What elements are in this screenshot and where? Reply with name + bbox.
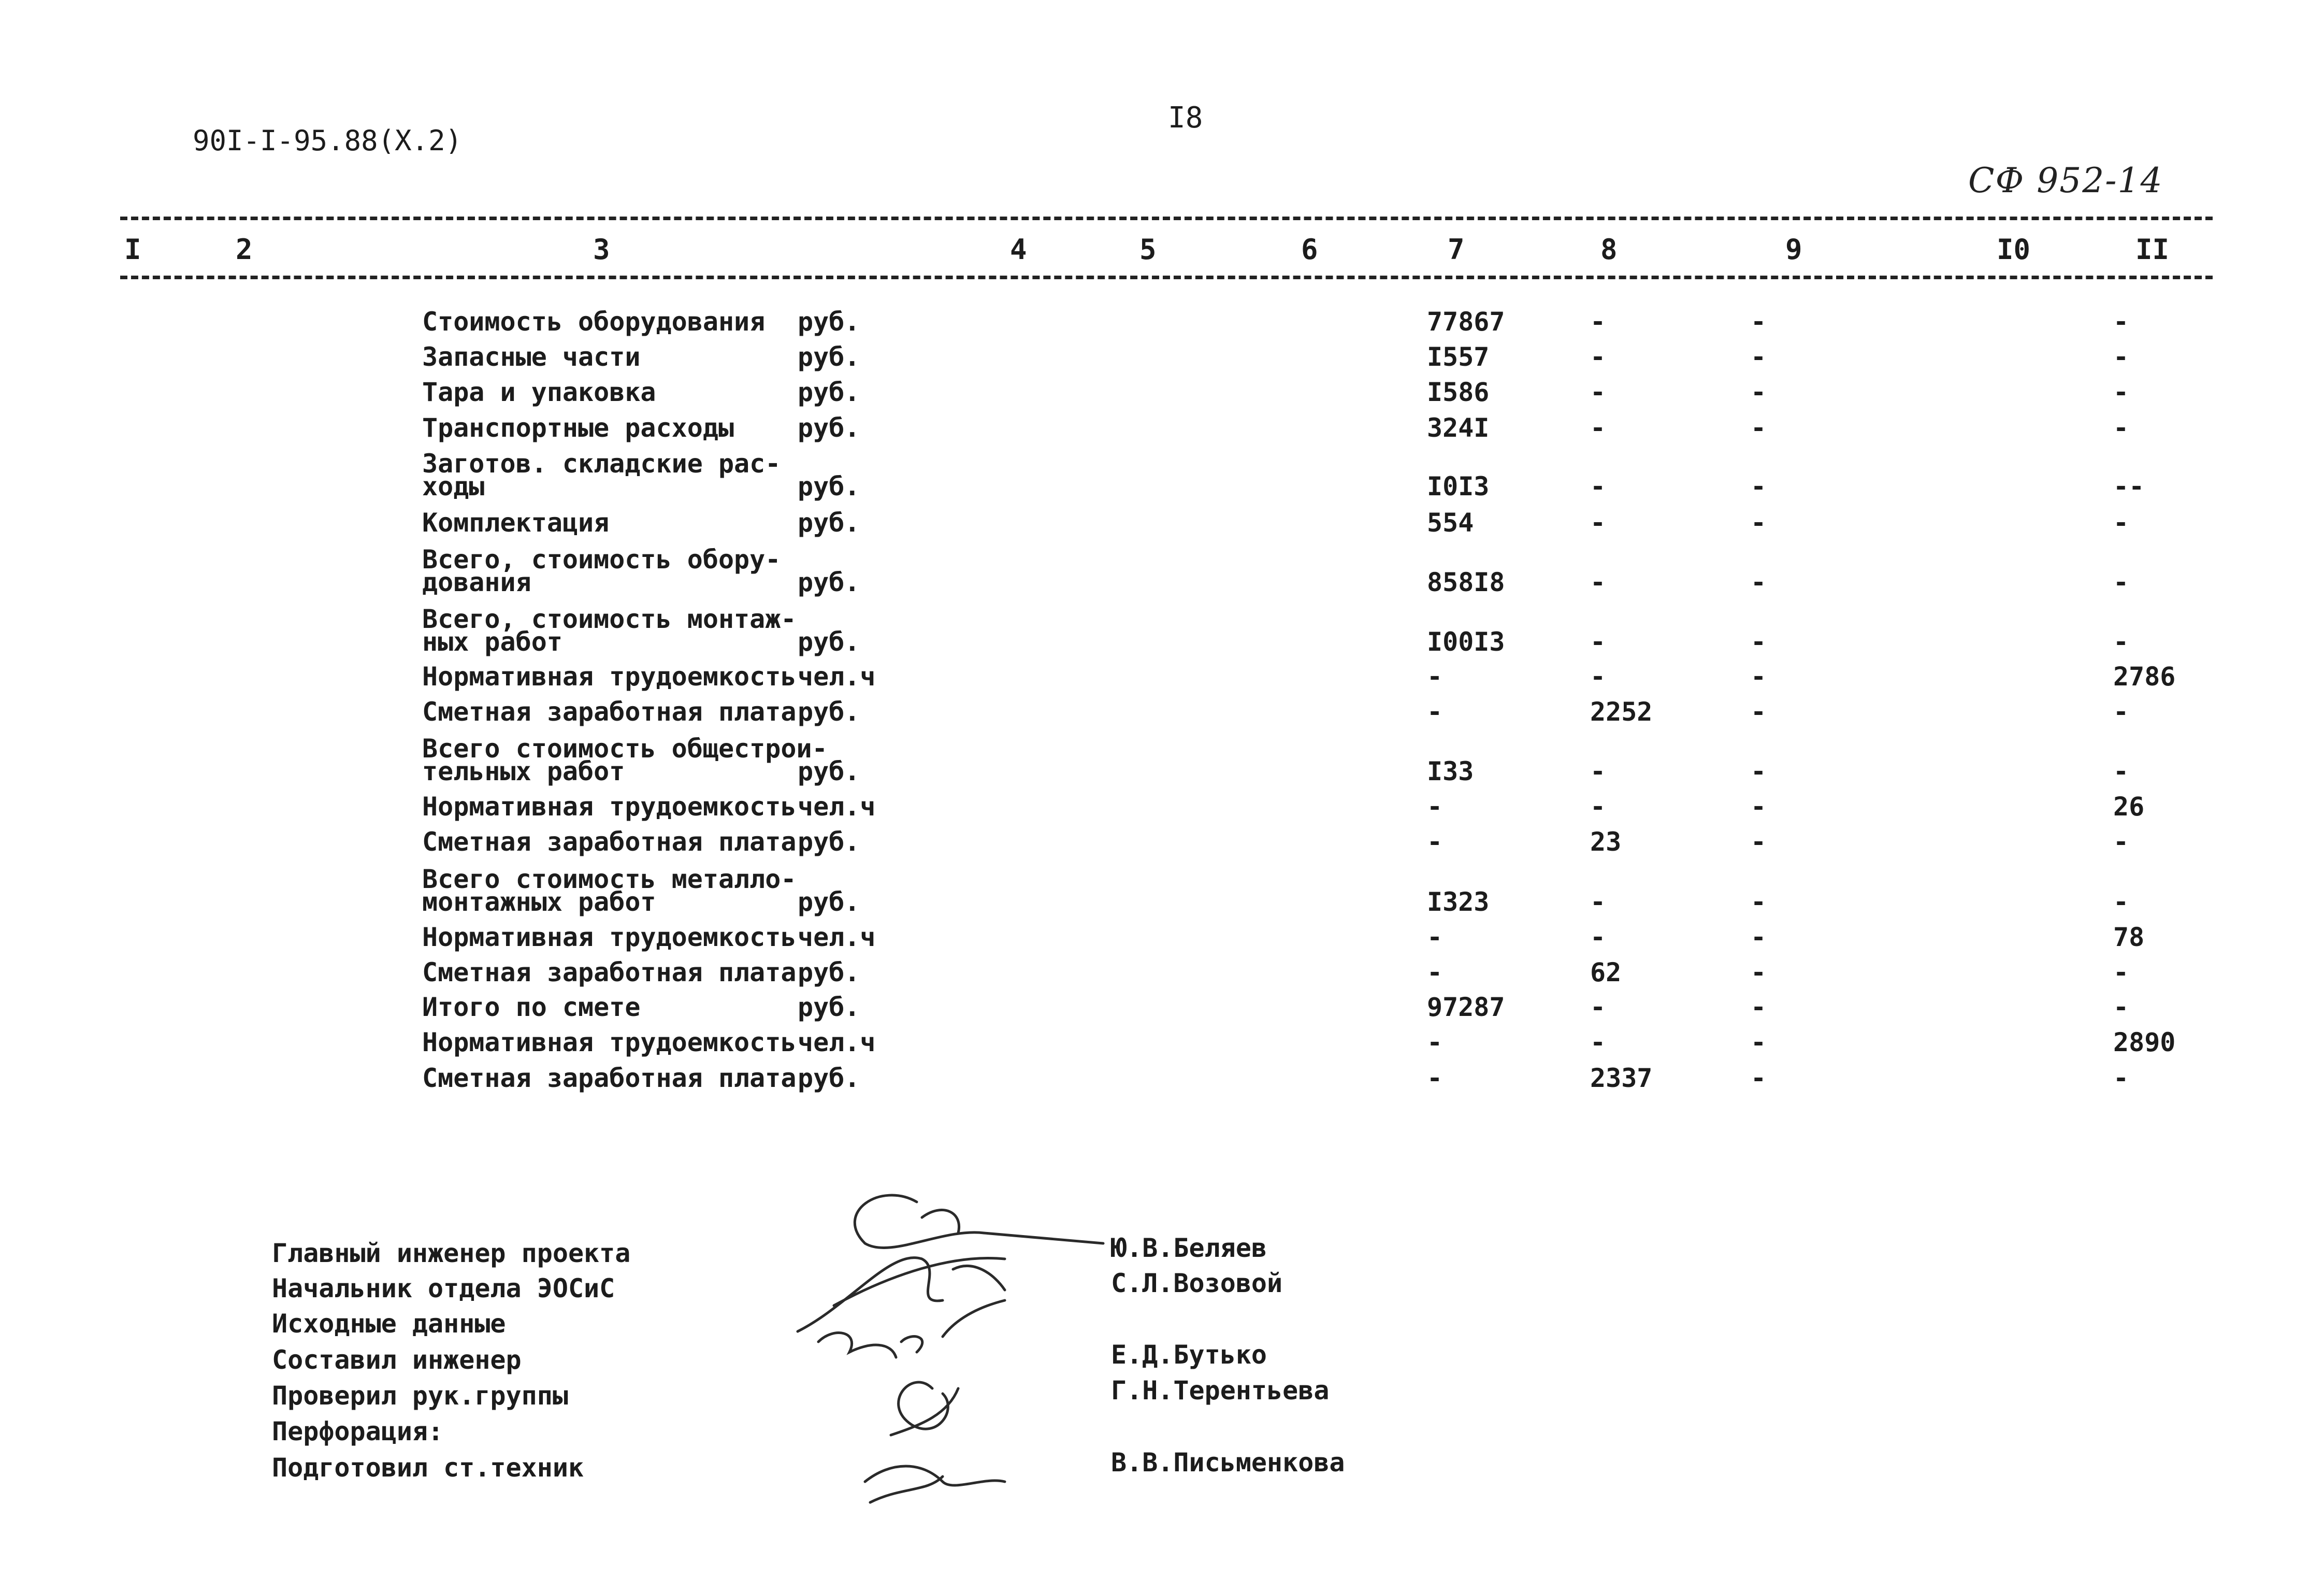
col-9-value: - [1751,627,1767,657]
col-9-value: - [1751,792,1767,822]
col-8-value: 62 [1590,957,1622,987]
unit: руб. [798,567,860,597]
col-9-value: - [1751,307,1767,337]
signature-role: Проверил рук.группы [272,1381,568,1411]
unit: руб. [798,413,860,443]
col-7-value: - [1427,957,1443,987]
col-11-value: - [2113,887,2129,917]
col-9-value: - [1751,342,1767,372]
signatory-name: Ю.В.Беляев [1111,1233,1267,1263]
document-code: 90I-I-95.88(X.2) [193,124,463,157]
row-label: Сметная заработная плата [422,957,797,987]
signatory-name: Г.Н.Терентьева [1111,1375,1330,1406]
col-9-value: - [1751,508,1767,538]
row-label: Стоимость оборудования [422,307,766,337]
signature-role: Главный инженер проекта [272,1238,631,1268]
col-9-value: - [1751,756,1767,786]
row-label: Всего стоимость металло- [422,864,797,894]
row-label: Нормативная трудоемкость [422,922,797,952]
col-11-value: 26 [2113,792,2145,822]
col-8-value: - [1590,508,1606,538]
row-label: монтажных работ [422,887,656,917]
col-7-value: I323 [1427,887,1490,917]
col-9-value: - [1751,1063,1767,1093]
col-9-value: - [1751,827,1767,857]
unit: чел.ч [798,662,876,692]
header-top-rule [120,217,2213,220]
column-header-1: I [124,233,141,266]
row-label: Транспортные расходы [422,413,734,443]
col-7-value: I557 [1427,342,1490,372]
col-11-value: 2890 [2113,1027,2176,1057]
col-11-value: - [2113,1063,2129,1093]
row-label: Комплектация [422,508,610,538]
col-8-value: - [1590,887,1606,917]
unit: руб. [798,508,860,538]
row-label: Запасные части [422,342,641,372]
column-header-10: I0 [1997,233,2031,266]
unit: чел.ч [798,1027,876,1057]
col-8-value: - [1590,567,1606,597]
handwritten-reference: СФ 952-14 [1968,161,2163,200]
col-7-value: 324I [1427,413,1490,443]
col-8-value: - [1590,307,1606,337]
col-8-value: - [1590,792,1606,822]
col-7-value: - [1427,697,1443,727]
signature-role: Составил инженер [272,1345,522,1375]
row-label: Сметная заработная плата [422,1063,797,1093]
signature-role: Подготовил ст.техник [272,1453,584,1483]
col-11-value: 2786 [2113,662,2176,692]
col-9-value: - [1751,413,1767,443]
col-11-value: - [2113,508,2129,538]
col-9-value: - [1751,697,1767,727]
unit: руб. [798,827,860,857]
row-label: Нормативная трудоемкость [422,1027,797,1057]
col-7-value: - [1427,827,1443,857]
col-9-value: - [1751,887,1767,917]
unit: руб. [798,377,860,407]
row-label: Итого по смете [422,992,641,1022]
col-9-value: - [1751,992,1767,1022]
unit: руб. [798,471,860,501]
col-8-value: 23 [1590,827,1622,857]
column-header-11: II [2135,233,2170,266]
col-7-value: I33 [1427,756,1474,786]
unit: руб. [798,756,860,786]
col-7-value: I0I3 [1427,471,1490,501]
unit: руб. [798,1063,860,1093]
col-7-value: I00I3 [1427,627,1505,657]
column-header-7: 7 [1448,233,1465,266]
col-7-value: - [1427,1027,1443,1057]
col-11-value: - [2113,992,2129,1022]
col-9-value: - [1751,567,1767,597]
col-7-value: - [1427,1063,1443,1093]
row-label: тельных работ [422,756,625,786]
row-label: Всего стоимость общестрои- [422,734,828,764]
col-11-value: - [2113,307,2129,337]
row-label: Нормативная трудоемкость [422,792,797,822]
column-header-6: 6 [1301,233,1318,266]
col-8-value: - [1590,662,1606,692]
col-11-value: - [2113,377,2129,407]
column-header-5: 5 [1139,233,1157,266]
col-7-value: - [1427,662,1443,692]
row-label: дования [422,567,531,597]
column-header-9: 9 [1785,233,1802,266]
col-7-value: 554 [1427,508,1474,538]
col-7-value: I586 [1427,377,1490,407]
col-11-value: - [2113,697,2129,727]
col-8-value: - [1590,377,1606,407]
col-7-value: - [1427,922,1443,952]
row-label: Сметная заработная плата [422,697,797,727]
col-8-value: - [1590,756,1606,786]
col-8-value: - [1590,471,1606,501]
unit: руб. [798,307,860,337]
row-label: Сметная заработная плата [422,827,797,857]
row-label: Заготов. складские рас- [422,449,781,479]
row-label: ходы [422,471,485,501]
column-header-2: 2 [236,233,253,266]
signatory-name: Е.Д.Бутько [1111,1340,1267,1370]
col-11-value: - [2113,756,2129,786]
col-7-value: 77867 [1427,307,1505,337]
col-9-value: - [1751,957,1767,987]
col-11-value: - [2113,413,2129,443]
row-label: Всего, стоимость монтаж- [422,604,797,634]
col-11-value: - [2113,957,2129,987]
col-7-value: 858I8 [1427,567,1505,597]
unit: чел.ч [798,792,876,822]
unit: руб. [798,887,860,917]
col-9-value: - [1751,922,1767,952]
col-11-value: - [2113,567,2129,597]
unit: руб. [798,957,860,987]
col-9-value: - [1751,1027,1767,1057]
column-header-3: 3 [593,233,610,266]
col-9-value: - [1751,377,1767,407]
header-bottom-rule [120,276,2213,279]
col-8-value: - [1590,992,1606,1022]
row-label: ных работ [422,627,562,657]
unit: руб. [798,992,860,1022]
column-header-4: 4 [1010,233,1027,266]
row-label: Тара и упаковка [422,377,656,407]
row-label: Всего, стоимость обору- [422,544,781,575]
col-11-value: - [2113,342,2129,372]
col-11-value: - [2113,827,2129,857]
col-11-value: - [2113,627,2129,657]
column-header-8: 8 [1600,233,1618,266]
col-11-value: -- [2113,471,2145,501]
col-8-value: - [1590,1027,1606,1057]
col-9-value: - [1751,471,1767,501]
col-11-value: 78 [2113,922,2145,952]
signatory-name: В.В.Письменкова [1111,1447,1345,1478]
row-label: Нормативная трудоемкость [422,662,797,692]
col-7-value: 97287 [1427,992,1505,1022]
unit: чел.ч [798,922,876,952]
signatory-name: С.Л.Возовой [1111,1268,1283,1298]
col-8-value: 2337 [1590,1063,1653,1093]
signature-role: Перфорация: [272,1416,444,1446]
col-8-value: - [1590,922,1606,952]
unit: руб. [798,342,860,372]
col-8-value: - [1590,627,1606,657]
col-8-value: - [1590,413,1606,443]
col-7-value: - [1427,792,1443,822]
signature-role: Начальник отдела ЭОСиС [272,1273,615,1303]
unit: руб. [798,697,860,727]
col-8-value: - [1590,342,1606,372]
unit: руб. [798,627,860,657]
signature-role: Исходные данные [272,1309,506,1339]
handwritten-signatures [787,1171,1119,1523]
col-9-value: - [1751,662,1767,692]
col-8-value: 2252 [1590,697,1653,727]
page-number: I8 [1168,101,1203,135]
